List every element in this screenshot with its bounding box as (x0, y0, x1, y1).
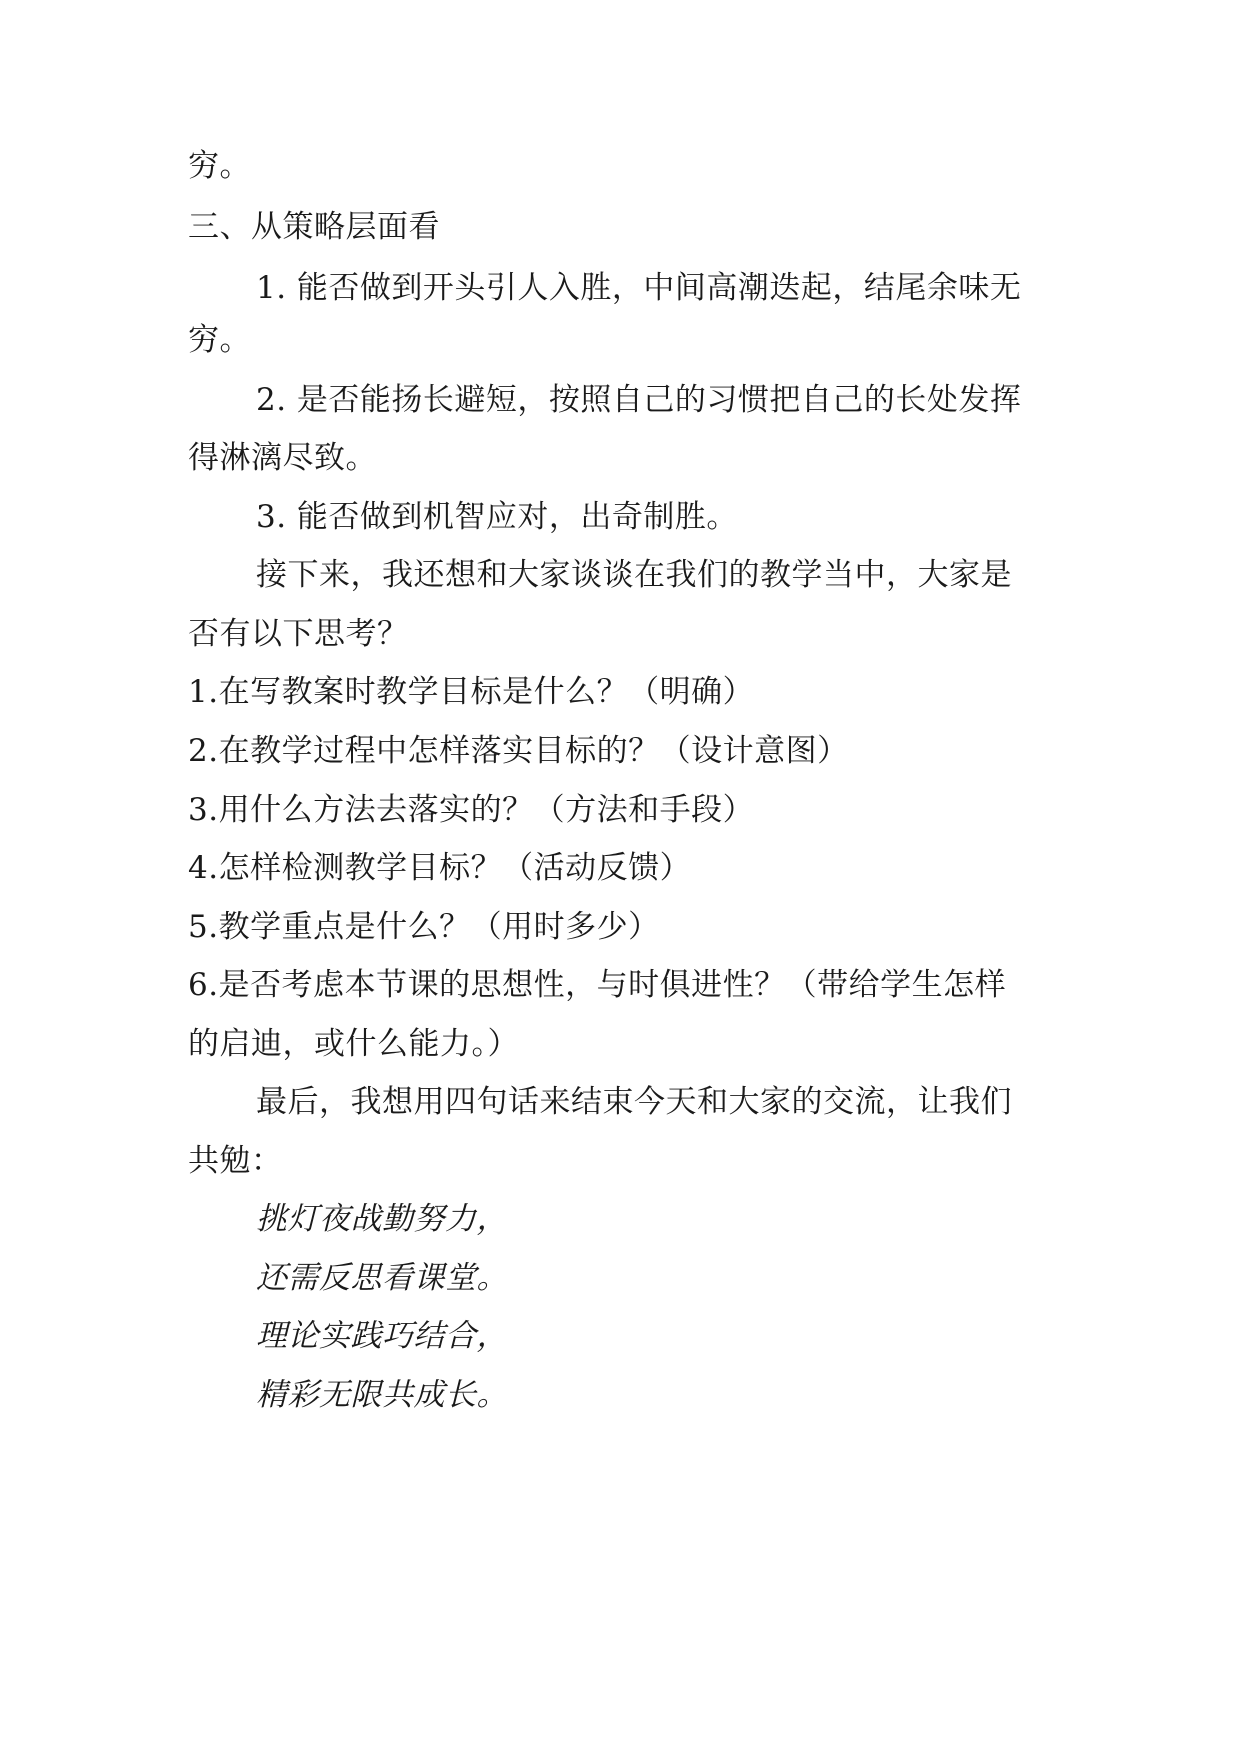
question-item: 5.教学重点是什么？（用时多少） (188, 909, 660, 945)
paragraph-continuation: 共勉： (188, 1143, 283, 1179)
question-item: 1.在写教案时教学目标是什么？（明确） (188, 674, 755, 710)
question-item: 3.用什么方法去落实的？（方法和手段） (188, 792, 755, 828)
paragraph-continuation: 穷。 (188, 148, 251, 184)
paragraph: 最后，我想用四句话来结束今天和大家的交流，让我们 (256, 1084, 1012, 1120)
question-item-continuation: 的启迪，或什么能力。） (188, 1026, 519, 1062)
paragraph-continuation: 否有以下思考？ (188, 616, 409, 652)
list-item: 2. 是否能扬长避短，按照自己的习惯把自己的长处发挥 (256, 382, 1022, 418)
list-item: 3. 能否做到机智应对，出奇制胜。 (256, 499, 738, 535)
list-item-continuation: 穷。 (188, 322, 251, 358)
question-item: 6.是否考虑本节课的思想性，与时俱进性？（带给学生怎样 (188, 967, 1007, 1003)
poem-line: 还需反思看课堂。 (256, 1260, 508, 1296)
paragraph: 接下来，我还想和大家谈谈在我们的教学当中，大家是 (256, 557, 1012, 593)
section-heading: 三、从策略层面看 (188, 209, 440, 245)
poem-line: 理论实践巧结合， (256, 1318, 508, 1354)
question-item: 4.怎样检测教学目标？（活动反馈） (188, 850, 692, 886)
question-item: 2.在教学过程中怎样落实目标的？（设计意图） (188, 733, 849, 769)
poem-line: 精彩无限共成长。 (256, 1377, 508, 1413)
poem-line: 挑灯夜战勤努力， (256, 1201, 508, 1237)
list-item-continuation: 得淋漓尽致。 (188, 440, 377, 476)
list-item: 1. 能否做到开头引人入胜，中间高潮迭起，结尾余味无 (256, 270, 1022, 306)
